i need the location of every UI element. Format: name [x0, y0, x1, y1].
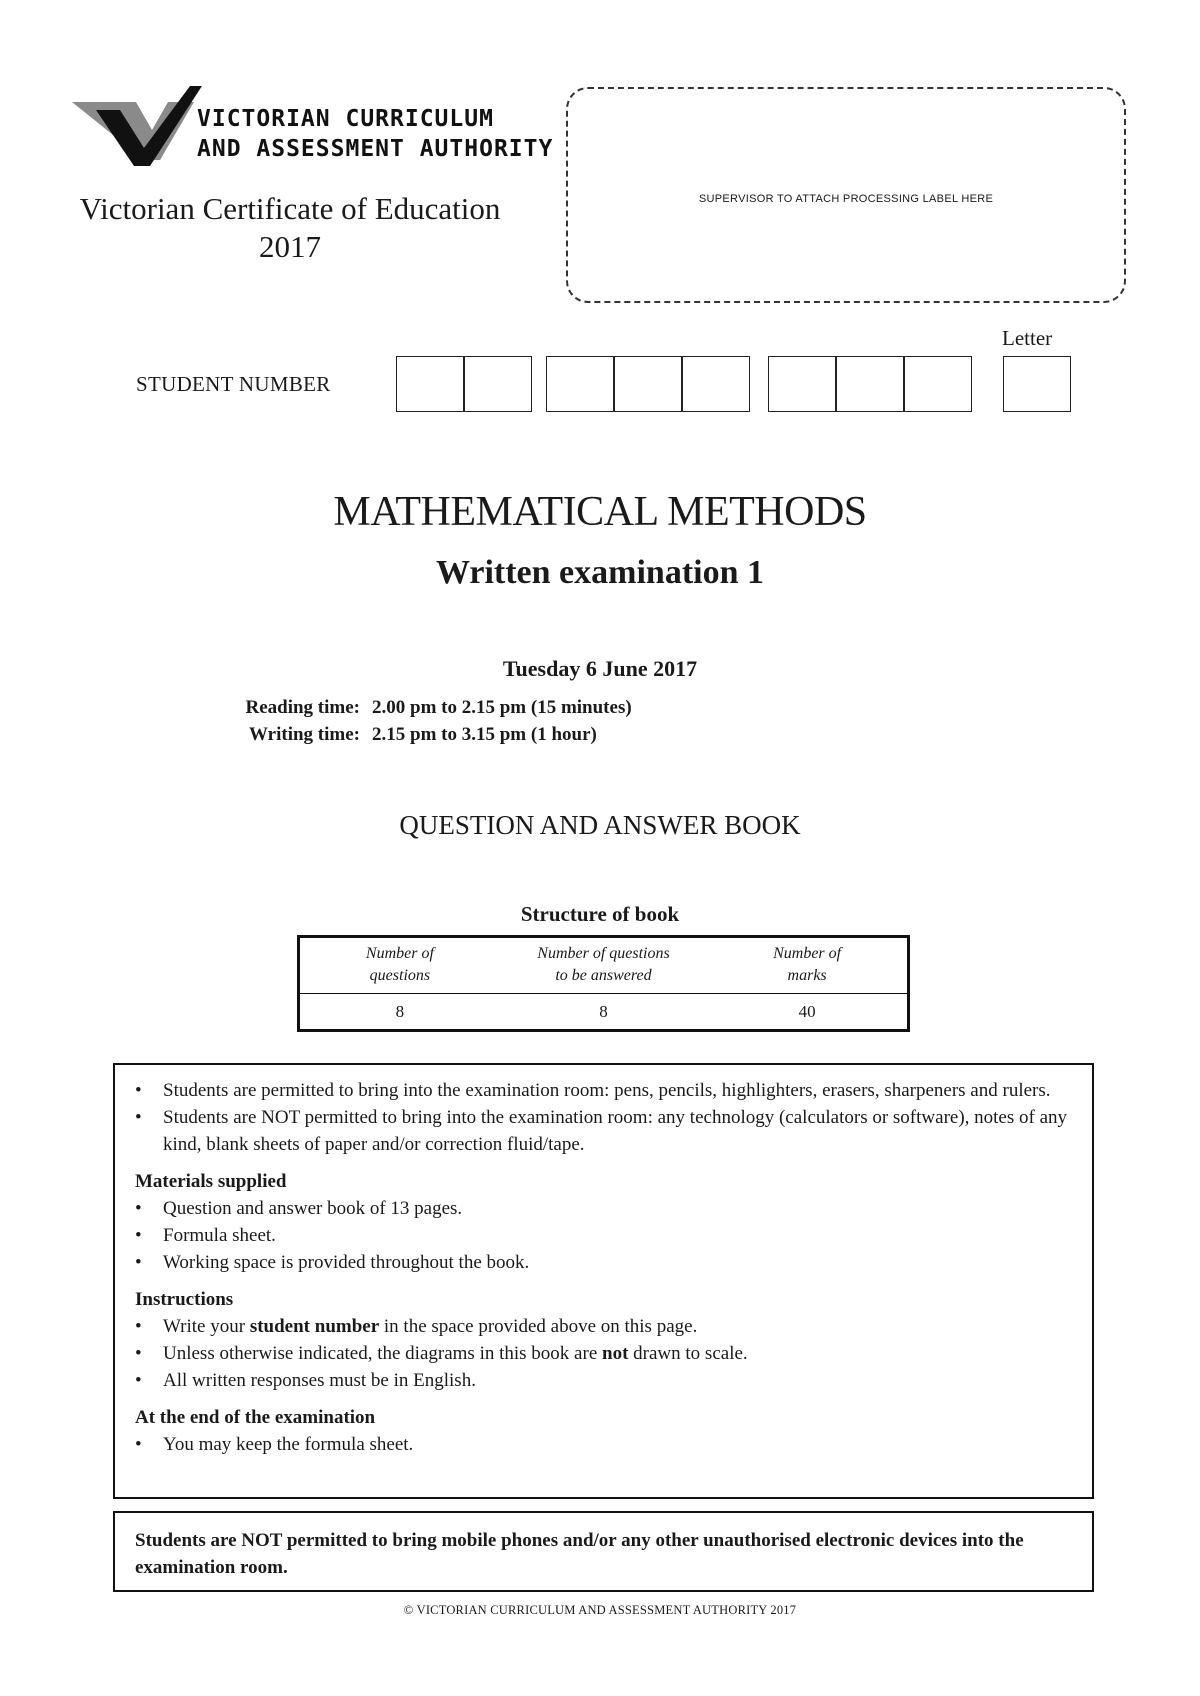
- list-item: • All written responses must be in English.: [135, 1370, 476, 1391]
- writing-time-label: Writing time:: [249, 724, 360, 745]
- table-header-row: [299, 937, 909, 994]
- table-row: [299, 994, 909, 1031]
- table-cell: 8: [395, 1002, 405, 1021]
- reading-time: [222, 697, 632, 719]
- list-item: • Write your student number in the space provided above on this page.: [135, 1316, 698, 1337]
- student-number-digit-box[interactable]: [396, 356, 464, 412]
- writing-time: [222, 724, 597, 746]
- copyright-footer: © VICTORIAN CURRICULUM AND ASSESSMENT AUTHORITY 2017: [403, 1603, 797, 1617]
- instructions-box: [113, 1063, 1094, 1499]
- exam-title: MATHEMATICAL METHODS: [333, 489, 867, 535]
- letter-label: Letter: [1002, 326, 1053, 350]
- label-instruction: SUPERVISOR TO ATTACH PROCESSING LABEL HERE: [698, 193, 994, 205]
- column-header: Number of questions to be answered: [500, 937, 707, 994]
- end-heading: At the end of the examination: [135, 1407, 376, 1428]
- list-item: • You may keep the formula sheet.: [135, 1434, 414, 1455]
- student-number-digit-box[interactable]: [904, 356, 972, 412]
- certificate-heading: [60, 190, 520, 266]
- column-header: Number of questions: [299, 937, 500, 994]
- column-header: Number of marks: [707, 937, 908, 994]
- certificate-year: 2017: [259, 229, 321, 264]
- student-number-digit-box[interactable]: [836, 356, 904, 412]
- instructions-heading: Instructions: [135, 1289, 234, 1310]
- list-item: • Unless otherwise indicated, the diagrams in this book are not drawn to scale.: [135, 1343, 748, 1364]
- list-item: • Question and answer book of 13 pages.: [135, 1198, 463, 1219]
- student-letter-box[interactable]: [1003, 356, 1071, 412]
- table-cell: 8: [599, 1002, 608, 1021]
- book-type: QUESTION AND ANSWER BOOK: [399, 810, 801, 840]
- table-cell: 40: [798, 1002, 816, 1021]
- exam-date: Tuesday 6 June 2017: [502, 656, 698, 681]
- student-number-digit-box[interactable]: [768, 356, 836, 412]
- list-item: • Students are NOT permitted to bring into the examination room: any technology (calculators or software), notes of any kind, blank sheets of paper and/or correction fluid/tape.: [135, 1107, 1068, 1155]
- list-item: • Working space is provided throughout the book.: [135, 1252, 530, 1273]
- processing-label-area: [566, 87, 1126, 303]
- exam-subtitle: Written examination 1: [435, 554, 764, 591]
- reading-time-label: Reading time:: [245, 697, 360, 718]
- reading-time-value: 2.00 pm to 2.15 pm (15 minutes): [372, 697, 632, 718]
- structure-title: Structure of book: [520, 902, 680, 926]
- student-number-label: STUDENT NUMBER: [136, 372, 331, 396]
- certificate-name: Victorian Certificate of Education: [79, 191, 501, 226]
- list-item: • Formula sheet.: [135, 1225, 276, 1246]
- student-number-digit-box[interactable]: [546, 356, 614, 412]
- authority-name: VICTORIAN CURRICULUM AND ASSESSMENT AUTHORITY: [197, 106, 554, 162]
- structure-table: [297, 935, 910, 1032]
- materials-heading: Materials supplied: [135, 1171, 287, 1192]
- writing-time-value: 2.15 pm to 3.15 pm (1 hour): [372, 724, 597, 745]
- mobile-phone-warning: Students are NOT permitted to bring mobile phones and/or any other unauthorised electronic devices into the examination room.: [113, 1511, 1094, 1592]
- student-number-digit-box[interactable]: [614, 356, 682, 412]
- student-number-digit-box[interactable]: [682, 356, 750, 412]
- list-item: • Students are permitted to bring into the examination room: pens, pencils, highlighters, erasers, sharpeners and rulers.: [135, 1080, 1051, 1101]
- student-number-digit-box[interactable]: [464, 356, 532, 412]
